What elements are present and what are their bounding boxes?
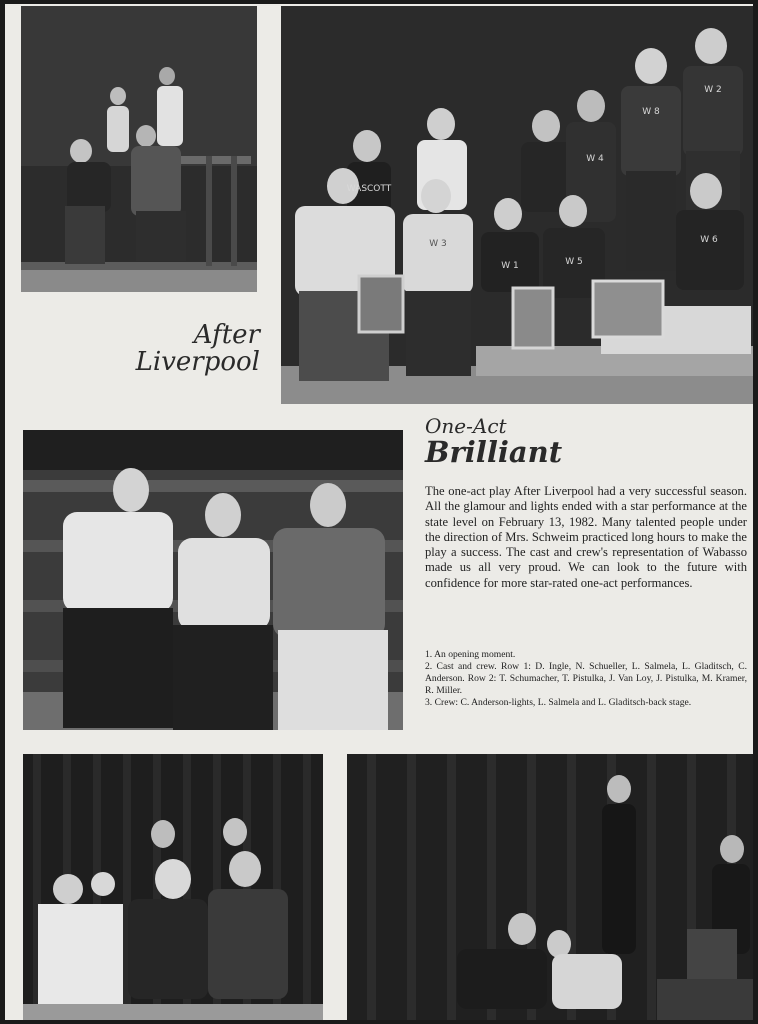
photo-captions: [425, 649, 747, 709]
shirt-label: W 6: [700, 235, 718, 245]
photo-three-students: [23, 430, 403, 730]
headline-after-liverpool-line2: Liverpool: [135, 347, 260, 378]
yearbook-page: [5, 4, 753, 1020]
shirt-label: W 1: [501, 261, 519, 271]
photo-stage-scene-left: [23, 754, 323, 1020]
shirt-label: W 8: [642, 107, 660, 117]
headline-one-act-brilliant: [425, 416, 625, 467]
shirt-label: W 2: [704, 85, 722, 95]
caption-1: 1. An opening moment.: [425, 649, 516, 660]
headline-brilliant: Brilliant: [425, 435, 563, 469]
photo-opening-moment: [21, 6, 257, 292]
headline-one-act: One-Act: [425, 414, 507, 438]
photo-cast-and-crew: [281, 6, 753, 404]
article-body: The one-act play After Liverpool had a very successful season. All the glamour and lights ended with a star performance at the state level on February 13, 1982. Many talented people under the direction of Mrs. Schweim practiced long hours to make the play a success. The cast and crew's representation of Wabasso made us all very proud. We can look to the future with confidence for more star-rated one-act performances.: [425, 484, 747, 590]
photo-stage-scene-right: [347, 754, 753, 1020]
headline-after-liverpool-line1: After: [193, 320, 260, 350]
caption-2: 2. Cast and crew. Row 1: D. Ingle, N. Schueller, L. Salmela, L. Gladitsch, C. Anderson. Row 2: T. Schumacher, T. Pistulka, J. Van Loy, J. Pistulka, M. Kramer, R. Miller.: [425, 661, 747, 696]
shirt-label: WASCOTT: [346, 184, 392, 194]
shirt-label: W 4: [586, 154, 604, 164]
shirt-label: W 3: [429, 239, 447, 249]
caption-3: 3. Crew: C. Anderson-lights, L. Salmela and L. Gladitsch-back stage.: [425, 697, 692, 708]
shirt-label: W 5: [565, 257, 583, 267]
headline-after-liverpool: [125, 322, 260, 377]
